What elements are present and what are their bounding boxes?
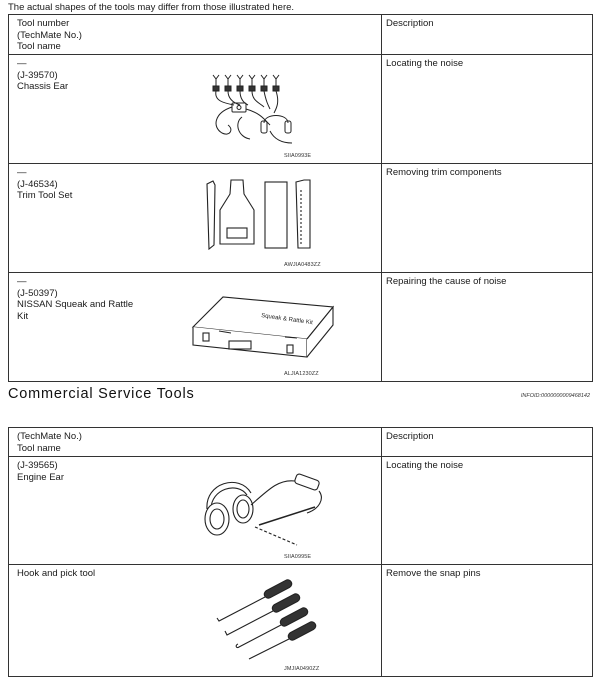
table-row xyxy=(9,457,593,565)
tool-name: Trim Tool Set xyxy=(17,190,73,201)
table-row xyxy=(9,55,593,164)
tool-description: Locating the noise xyxy=(382,457,593,565)
header-line: Tool number xyxy=(17,18,70,29)
tool-description: Removing trim components xyxy=(382,164,593,273)
tool-name: Engine Ear xyxy=(17,471,65,483)
tool-description: Repairing the cause of noise xyxy=(382,273,593,382)
tool-cell xyxy=(9,457,382,565)
tool-line: — xyxy=(17,58,27,69)
engine-ear-icon xyxy=(199,469,329,557)
table-header-row xyxy=(9,428,593,457)
tool-number: (J-39565) xyxy=(17,460,58,471)
tool-name: Chassis Ear xyxy=(17,81,69,92)
image-code: ALJIA1230ZZ xyxy=(284,371,319,377)
kit-case-label: Squeak & Rattle Kit xyxy=(260,313,314,327)
table-header-row xyxy=(9,15,593,55)
hook-pick-tool-icon xyxy=(205,579,325,663)
tool-cell xyxy=(9,164,382,273)
tool-name: Kit xyxy=(17,310,29,322)
tool-description: Locating the noise xyxy=(382,55,593,164)
header-line: (TechMate No.) xyxy=(17,29,82,41)
tool-number: (J-39570) xyxy=(17,69,58,81)
tool-number: (J-46534) xyxy=(17,178,58,190)
special-tools-table xyxy=(8,14,593,382)
tool-number: (J-50397) xyxy=(17,287,58,299)
image-code: SIIA0995E xyxy=(284,554,312,560)
header-tool-cell xyxy=(9,15,382,55)
tool-description: Remove the snap pins xyxy=(382,565,593,677)
tool-line: — xyxy=(17,167,27,178)
image-code: AWJIA0483ZZ xyxy=(284,262,321,268)
trim-tool-set-icon xyxy=(201,176,331,264)
commercial-tools-table xyxy=(8,427,593,677)
header-line: Tool name xyxy=(17,442,61,454)
header-tool-cell xyxy=(9,428,382,457)
header-description: Description xyxy=(382,428,593,457)
table-row xyxy=(9,273,593,382)
chassis-ear-icon xyxy=(204,73,314,161)
header-description: Description xyxy=(382,15,593,55)
squeak-rattle-kit-icon xyxy=(189,291,337,371)
section-title: Commercial Service Tools xyxy=(8,386,195,402)
table-row xyxy=(9,164,593,273)
tool-name: Hook and pick tool xyxy=(17,568,96,579)
tool-cell xyxy=(9,55,382,164)
image-code: JMJIA0490ZZ xyxy=(284,666,320,672)
tool-cell xyxy=(9,565,382,677)
header-line: Tool name xyxy=(17,41,61,52)
illustration-note: The actual shapes of the tools may differ from those illustrated here. xyxy=(8,2,295,13)
tool-cell xyxy=(9,273,382,382)
info-id: INFOID:0000000009468142 xyxy=(520,393,590,399)
tool-name: NISSAN Squeak and Rattle xyxy=(17,299,134,310)
header-line: (TechMate No.) xyxy=(17,431,82,442)
tool-line: — xyxy=(17,276,27,287)
table-row xyxy=(9,565,593,677)
image-code: SIIA0993E xyxy=(284,153,312,159)
